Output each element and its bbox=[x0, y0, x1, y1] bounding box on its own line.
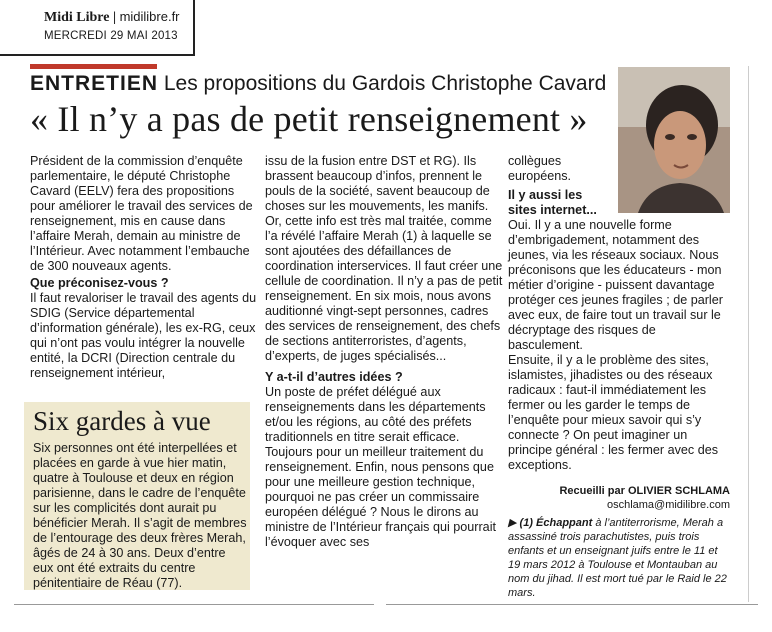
answer-2-part-2: collègues européens. bbox=[508, 154, 572, 183]
footnote-arrow-icon: ▶ bbox=[508, 517, 517, 529]
answer-3: Oui. Il y a une nouvelle forme d’embrigadement, notamment des jeunes, via les réseaux sociaux. Nous préconisons que les éducateurs - mon métier d’origine - puissent davantage protéger ces jeunes fragiles ; de parler avec eux, de faire tout un travail sur le décryptage des risques de basculement. bbox=[508, 218, 723, 352]
footnote-marker: (1) Échappant bbox=[519, 517, 593, 529]
newspaper-site[interactable]: midilibre.fr bbox=[119, 9, 180, 24]
column-divider bbox=[748, 66, 749, 602]
question-1: Que préconisez-vous ? bbox=[30, 276, 169, 290]
issue-date: MERCREDI 29 MAI 2013 bbox=[44, 30, 178, 42]
article-intro: Président de la commission d’enquête parlementaire, le député Christophe Cavard (EELV) fera des propositions pour améliorer le travail des services de renseignement, mis en cause dans l’affaire Merah, demain au ministre de l’Intérieur. Avec notamment l’embauche de 300 nouveaux agents. bbox=[30, 154, 253, 273]
info-box bbox=[24, 402, 250, 590]
newspaper-name: Midi Libre | midilibre.fr bbox=[44, 9, 180, 25]
article-subtitle: Les propositions du Gardois Christophe Cavard bbox=[163, 72, 607, 95]
signature-email[interactable]: oschlama@midilibre.com bbox=[606, 499, 730, 511]
info-box-title: Six gardes à vue bbox=[33, 406, 211, 436]
rubric-label: ENTRETIEN bbox=[30, 72, 159, 95]
question-3: Il y aussi les sites internet... bbox=[508, 188, 597, 217]
rubric-line bbox=[30, 72, 606, 96]
footnote-text: à l’antiterrorisme, Merah a assassiné trois parachutistes, puis trois enfants et un enseignant juifs entre le 11 et 19 mars 2012 à Toulouse et Montauban au nom du jihad. Il est mort tué par le Raid le 22 mars. bbox=[508, 517, 727, 599]
column-2 bbox=[265, 154, 503, 550]
column-3 bbox=[508, 154, 728, 473]
signature bbox=[508, 484, 730, 512]
signature-byline bbox=[508, 484, 730, 498]
answer-3b: Ensuite, il y a le problème des sites, islamistes, jihadistes ou des réseaux radicaux : faut-il immédiatement les fermer ou les garder le temps de l’enquête pour mieux savoir qui s’y connecte ? On peut imaginer un principe général : les fermer avec des exceptions. bbox=[508, 353, 718, 472]
info-box-text: Six personnes ont été interpellées et placées en garde à vue hier matin, quatre à Toulouse et deux en région parisienne, dans le cadre de l’enquête sur les complicités dont aurait pu bénéficier Merah. Il s’agit de membres de l’entourage des deux frères Merah, âgés de 24 à 30 ans. Deux d’entre eux ont été extraits du centre pénitentiaire de Réau (77). bbox=[33, 441, 247, 590]
rubric-accent-bar bbox=[30, 64, 157, 69]
footnote bbox=[508, 516, 730, 600]
signature-author: OLIVIER SCHLAMA bbox=[627, 485, 730, 497]
masthead bbox=[0, 0, 195, 56]
answer-1-part-1: Il faut revaloriser le travail des agents du SDIG (Service départemental d’information générale), les ex-RG, ceux qui n’ont pas voulu intégrer la nouvelle entité, la DCRI (Direction centrale du renseignement intérieur, bbox=[30, 291, 257, 380]
bottom-rule-left bbox=[14, 604, 374, 605]
answer-2-part-1: Un poste de préfet délégué aux renseignements dans les départements et/ou les régions, au côté des préfets traditionnels en titre serait efficace. Toujours pour un meilleur traitement du renseignement. Enfin, nous pensons que pour une meilleure gestion technique, pourquoi ne pas créer un commissaire européen délégué ? Nous le dirons au ministre de l’Intérieur français qui pourrait l’évoquer avec ses bbox=[265, 385, 496, 549]
signature-prefix: Recueilli par bbox=[559, 485, 625, 497]
bottom-rule-right bbox=[386, 604, 758, 605]
column-1 bbox=[30, 154, 262, 381]
question-2: Y a-t-il d’autres idées ? bbox=[265, 370, 403, 384]
answer-1-part-2: issu de la fusion entre DST et RG). Ils brassent beaucoup d’infos, prennent le pouls de la société, savent beaucoup de choses sur les mouvements, les manifs. Or, cette info est très mal traitée, comme l’a révélé l’affaire Merah (1) à laquelle se sont ajoutées des défaillances de coordination interservices. Il faut créer une cellule de coordination. Il n’y a pas de petit renseignement. En six mois, nous avons auditionné vingt-sept personnes, cadres des services de renseignement, des chefs de sections antiterroristes, d’agents, d’experts, de juges spécialisés... bbox=[265, 154, 503, 363]
newspaper-title: Midi Libre bbox=[44, 10, 110, 25]
article-headline: « Il n’y a pas de petit renseignement » bbox=[30, 99, 588, 139]
